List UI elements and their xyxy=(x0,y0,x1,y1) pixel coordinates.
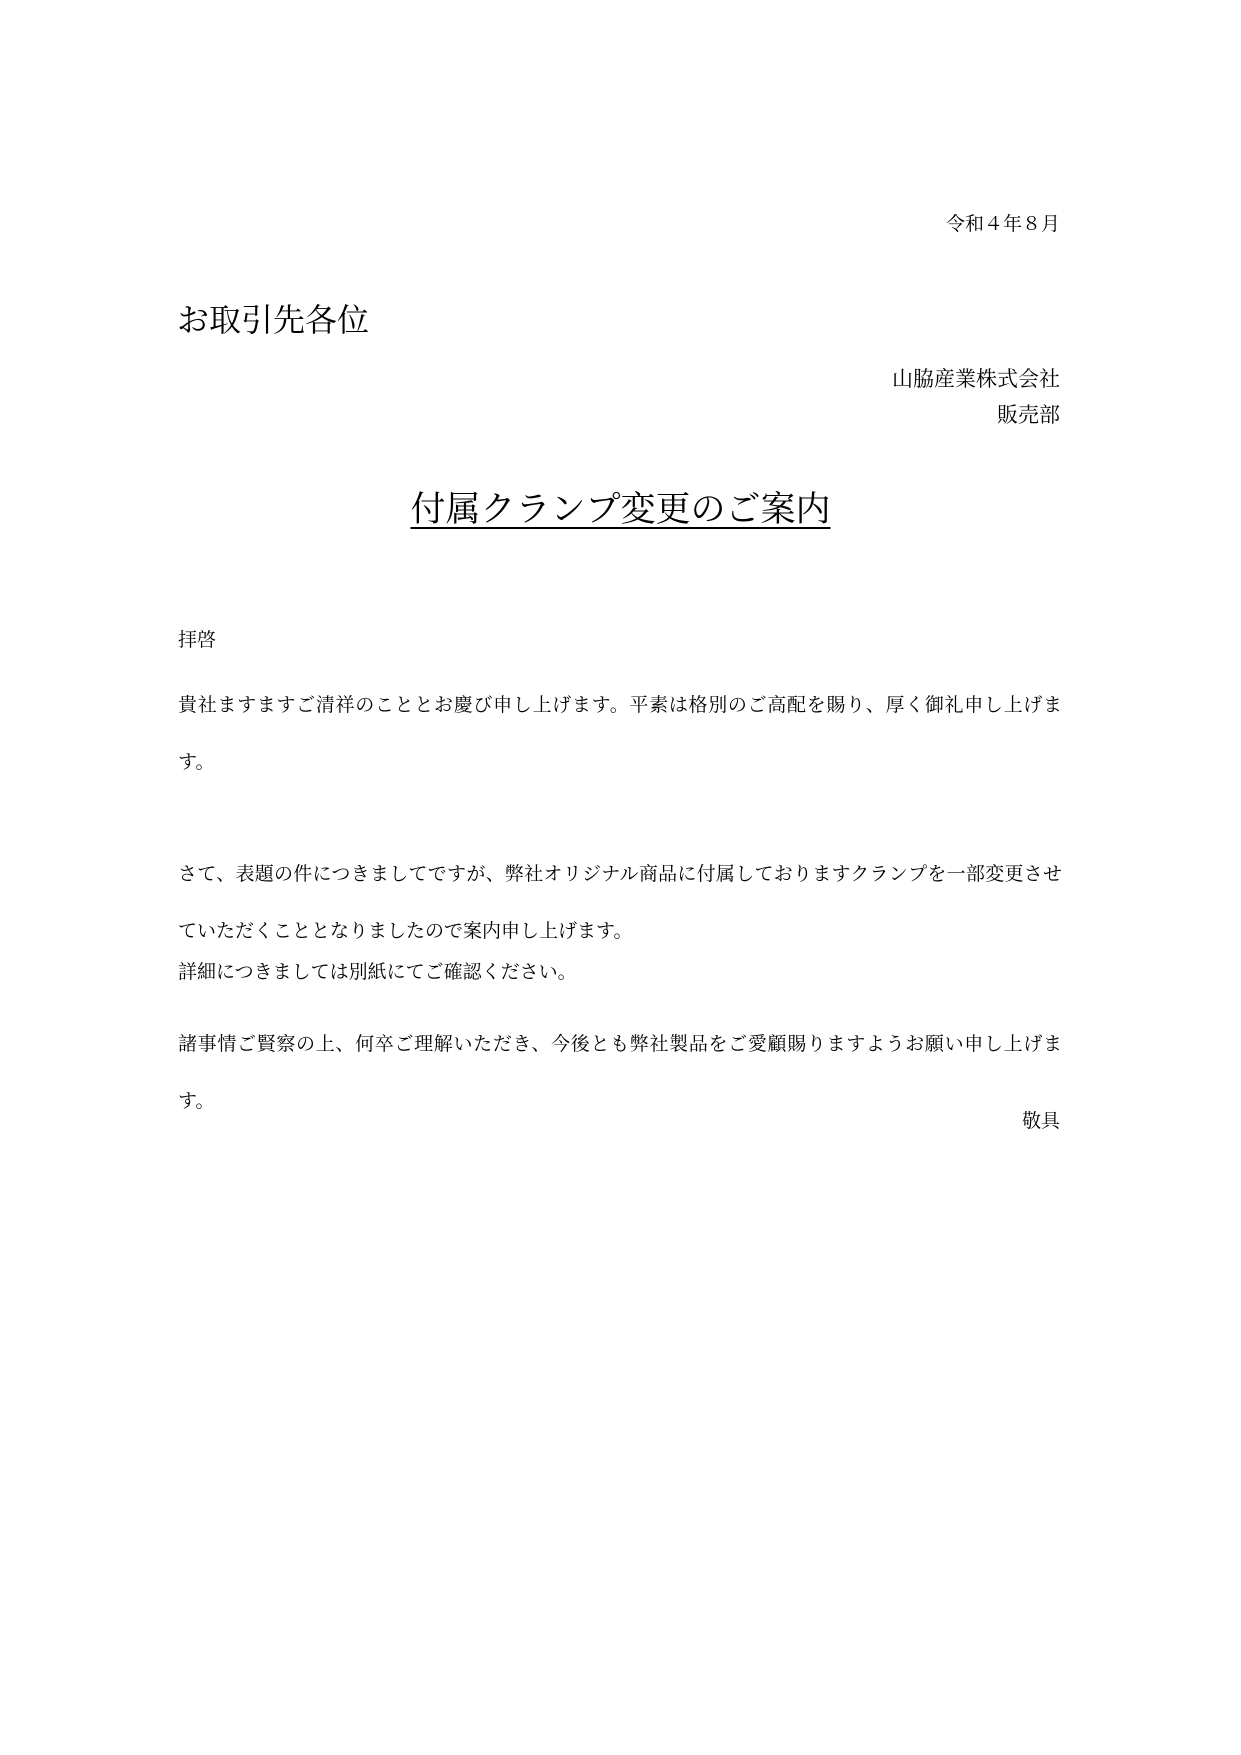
body-paragraph-details: 詳細につきましては別紙にてご確認ください。 xyxy=(178,961,577,983)
addressee: お取引先各位 xyxy=(177,301,370,339)
sender-company: 山脇産業株式会社 xyxy=(892,367,1060,391)
document-title: 付属クランプ変更のご案内 xyxy=(410,490,831,530)
opening-salutation: 拝啓 xyxy=(178,629,217,651)
document-title-row xyxy=(0,487,1241,533)
body-paragraph-request: 諸事情ご賢察の上、何卒ご理解いただき、今後とも弊社製品をご愛顧賜りますようお願い申し上げます。 xyxy=(178,1033,1062,1112)
sender-department: 販売部 xyxy=(997,403,1060,427)
sender-block xyxy=(892,361,1060,433)
body-paragraph-notice: さて、表題の件につきましてですが、弊社オリジナル商品に付属しておりますクランプを一部変更させていただくこととなりましたので案内申し上げます。 xyxy=(178,863,1062,942)
letter-date: 令和４年８月 xyxy=(945,213,1060,235)
closing-salutation: 敬具 xyxy=(1021,1110,1060,1132)
body-paragraph-greeting: 貴社ますますご清祥のこととお慶び申し上げます。平素は格別のご高配を賜り、厚く御礼申し上げます。 xyxy=(178,694,1062,773)
